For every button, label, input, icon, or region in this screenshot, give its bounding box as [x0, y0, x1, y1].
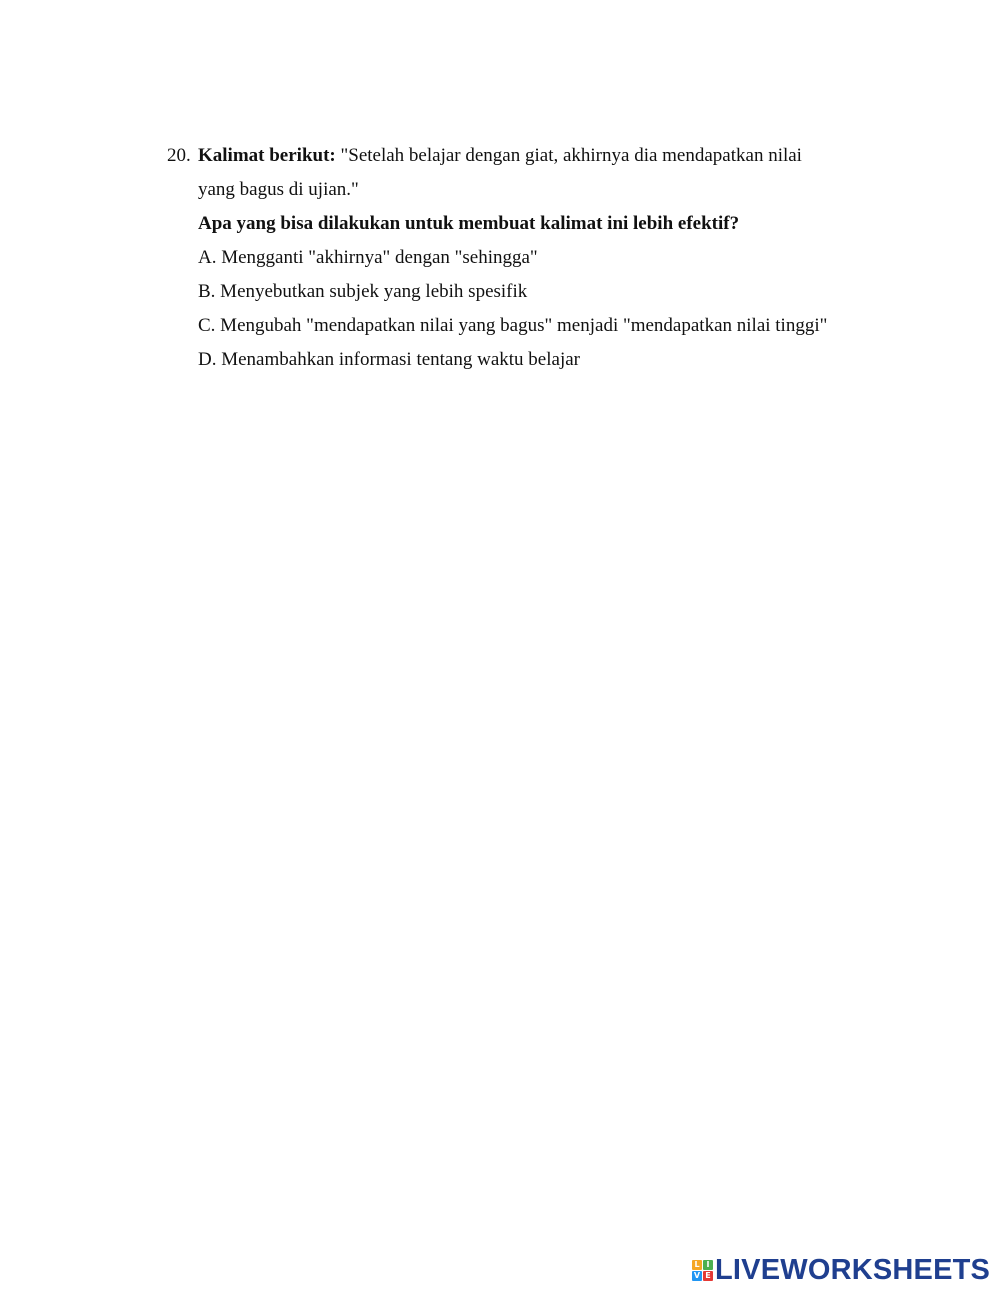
liveworksheets-logo — [692, 1254, 990, 1286]
question-stem — [198, 139, 838, 207]
question-body — [198, 139, 867, 377]
option-c[interactable]: C. Mengubah "mendapatkan nilai yang bagus" menjadi "mendapatkan nilai tinggi" — [198, 315, 828, 336]
question-row — [167, 139, 867, 377]
question-number: 20. — [167, 145, 191, 166]
logo-mark-letter: E — [703, 1271, 713, 1281]
question-prompt: Apa yang bisa dilakukan untuk membuat kalimat ini lebih efektif? — [198, 213, 740, 234]
question-block — [167, 139, 867, 377]
logo-mark-letter: L — [692, 1260, 702, 1270]
option-d[interactable]: D. Menambahkan informasi tentang waktu belajar — [198, 349, 580, 370]
question-sentence: "Setelah belajar dengan giat, akhirnya dia mendapatkan nilai yang bagus di ujian." — [198, 145, 802, 200]
logo-mark-letter: I — [703, 1260, 713, 1270]
logo-text: LIVEWORKSHEETS — [715, 1254, 991, 1286]
question-lead-label: Kalimat berikut: — [198, 145, 336, 166]
logo-mark-letter: V — [693, 1270, 701, 1280]
option-a[interactable]: A. Mengganti "akhirnya" dengan "sehingga" — [198, 247, 538, 268]
option-b[interactable]: B. Menyebutkan subjek yang lebih spesifik — [198, 281, 528, 302]
logo-mark-icon — [692, 1260, 713, 1281]
